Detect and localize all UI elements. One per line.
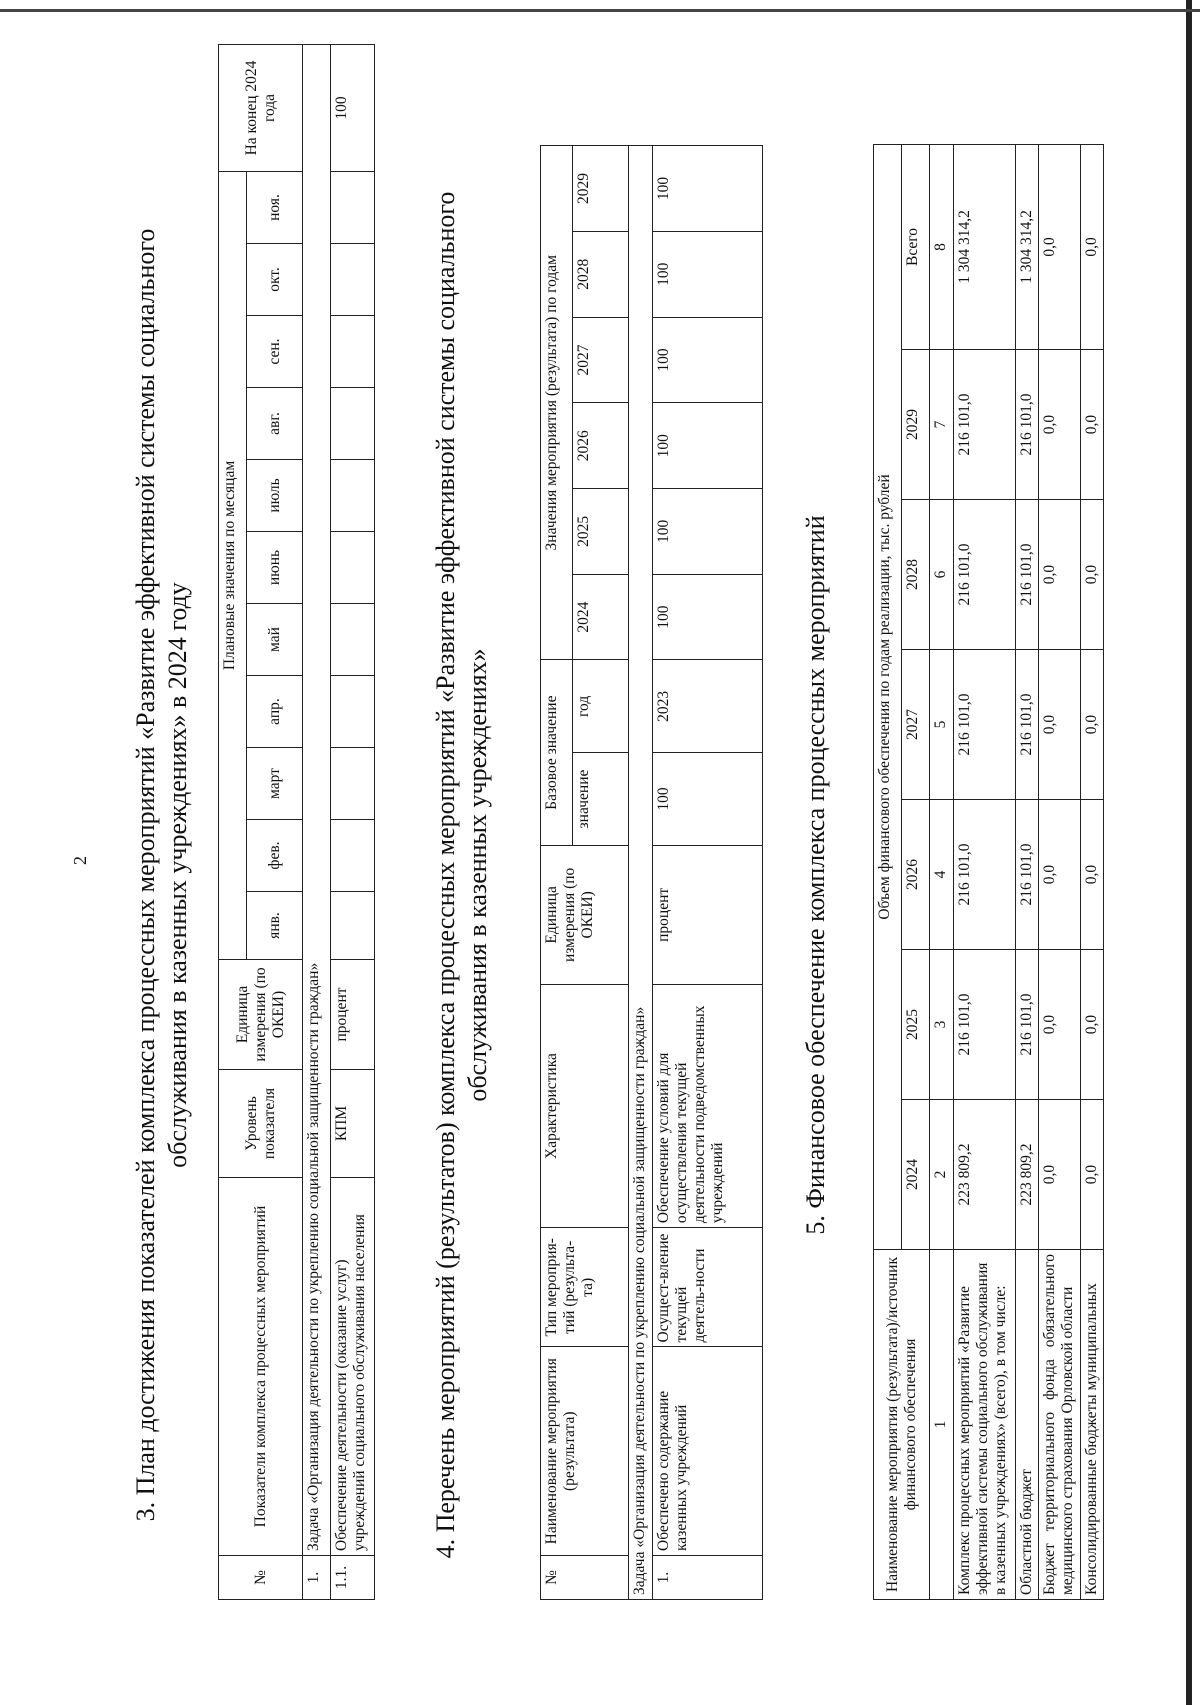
- s5-row-value: 0,0: [1081, 500, 1104, 650]
- s3-month: сен.: [247, 316, 303, 388]
- s5-row-value: 216 101,0: [954, 350, 1016, 500]
- section3-table: [218, 44, 375, 1600]
- s4-row-num: 1.: [653, 1555, 763, 1599]
- s4-header-characteristic: Характеристика: [541, 984, 629, 1227]
- s4-row-type: Осущест-вление текущей деятель-ности: [653, 1228, 763, 1347]
- s4-header-base-year: год: [573, 660, 629, 753]
- s4-year: 2026: [573, 403, 629, 489]
- s5-row-value: 0,0: [1039, 650, 1081, 800]
- s4-task: Задача «Организация деятельности по укреплению социальной защищенности граждан»: [629, 146, 653, 1600]
- s5-row-value: 0,0: [1039, 950, 1081, 1100]
- s5-header-volume: Объем финансового обеспечения по годам реализации, тыс. рублей: [874, 144, 902, 1249]
- s5-row-value: 216 101,0: [1016, 800, 1039, 950]
- s3-row-level: КПМ: [331, 1070, 375, 1178]
- s5-row-value: 216 101,0: [1016, 350, 1039, 500]
- s3-header-unit: Единица измерения (по ОКЕИ): [219, 960, 303, 1070]
- table-row: [629, 146, 653, 1600]
- s4-header-num: №: [541, 1555, 629, 1599]
- s3-month: окт.: [247, 244, 303, 316]
- s5-year: 2027: [902, 650, 930, 800]
- s5-row-total: 0,0: [1081, 144, 1104, 349]
- page-number: 2: [70, 856, 90, 865]
- s4-header-values: Значения мероприятия (результата) по годам: [541, 146, 573, 661]
- s5-row-value: 216 101,0: [954, 800, 1016, 950]
- s3-row-unit: процент: [331, 960, 375, 1070]
- s5-year: 2029: [902, 350, 930, 500]
- s3-row-year-end: 100: [331, 45, 375, 172]
- s5-col-number: 6: [930, 500, 954, 650]
- s4-row-value: 100: [653, 403, 763, 489]
- section3-title-line1: 3. План достижения показателей комплекса процессных мероприятий «Развитие эффективной системы социального: [131, 228, 160, 1522]
- s4-header-unit: Единица измерения (по ОКЕИ): [541, 845, 629, 984]
- s3-header-num: №: [219, 1556, 303, 1600]
- s5-year: 2024: [902, 1100, 930, 1250]
- s3-month: апр.: [247, 676, 303, 748]
- s5-year: 2025: [902, 950, 930, 1100]
- table-row: [1016, 144, 1039, 1599]
- s5-col-number: 8: [930, 144, 954, 349]
- table-row: [331, 45, 375, 1600]
- s3-task-num: 1.: [303, 1556, 331, 1600]
- s3-month: фев.: [247, 820, 303, 892]
- s5-row-value: 0,0: [1039, 1100, 1081, 1250]
- s4-header-name: Наименование мероприятия (результата): [541, 1347, 629, 1556]
- s5-row-value: 0,0: [1081, 800, 1104, 950]
- s5-col-number: 7: [930, 350, 954, 500]
- s3-header-year-end: На конец 2024 года: [219, 45, 303, 172]
- table-row: [930, 144, 954, 1599]
- s5-col-number: 4: [930, 800, 954, 950]
- s5-row-value: 216 101,0: [954, 950, 1016, 1100]
- s4-year: 2029: [573, 146, 629, 232]
- s5-row-value: 0,0: [1081, 650, 1104, 800]
- section5-title: 5. Финансовое обеспечение комплекса процессных мероприятий: [801, 515, 830, 1235]
- s4-header-base-value: значение: [573, 753, 629, 846]
- section4-table: [540, 145, 763, 1600]
- s4-row-value: 100: [653, 489, 763, 575]
- s5-row-value: 216 101,0: [954, 650, 1016, 800]
- s5-row-value: 0,0: [1039, 500, 1081, 650]
- s4-year: 2025: [573, 489, 629, 575]
- section5-table: [873, 144, 1104, 1600]
- s5-col-number: 2: [930, 1100, 954, 1250]
- s5-row-value: 0,0: [1081, 950, 1104, 1100]
- s5-col-number: 3: [930, 950, 954, 1100]
- s5-row-total: 1 304 314,2: [1016, 144, 1039, 349]
- s5-header-name: Наименование мероприятия (результата)/источник финансового обеспечения: [874, 1250, 930, 1600]
- s5-row-value: 223 809,2: [1016, 1100, 1039, 1250]
- s4-header-base: Базовое значение: [541, 660, 573, 845]
- table-row: [303, 45, 331, 1600]
- s5-row-value: 0,0: [1081, 350, 1104, 500]
- section3-title-line2: обслуживания в казенных учреждениях» в 2024 году: [163, 582, 192, 1168]
- s3-header-level: Уровень показателя: [219, 1070, 303, 1178]
- s5-row-value: 216 101,0: [954, 500, 1016, 650]
- scan-edge-left: [1186, 0, 1192, 1705]
- section4-title-line1: 4. Перечень мероприятий (результатов) комплекса процессных мероприятий «Развитие эффективной системы социального: [431, 191, 460, 1559]
- s3-header-planned: Плановые значения по месяцам: [219, 172, 247, 960]
- s5-year: 2026: [902, 800, 930, 950]
- s4-header-type: Тип мероприя-тий (результа-та): [541, 1228, 629, 1347]
- s5-row-value: 223 809,2: [954, 1100, 1016, 1250]
- s5-year-total: Всего: [902, 144, 930, 349]
- s4-row-name: Обеспечено содержание казенных учреждений: [653, 1347, 763, 1556]
- s3-month: июнь: [247, 532, 303, 604]
- table-row: [1039, 144, 1081, 1599]
- s5-row-value: 216 101,0: [1016, 650, 1039, 800]
- s4-row-base-value: 100: [653, 753, 763, 846]
- s3-month: июль: [247, 460, 303, 532]
- s5-row-value: 216 101,0: [1016, 950, 1039, 1100]
- s3-row-name: Обеспечение деятельности (оказание услуг) учреждений социального обслуживания населения: [331, 1178, 375, 1556]
- s4-row-value: 100: [653, 231, 763, 317]
- s4-year: 2027: [573, 317, 629, 403]
- section4-title: [430, 65, 494, 1685]
- s4-row-value: 100: [653, 317, 763, 403]
- s3-row-num: 1.1.: [331, 1556, 375, 1600]
- s3-month: авг.: [247, 388, 303, 460]
- s3-task: Задача «Организация деятельности по укреплению социальной защищенности граждан»: [303, 45, 331, 1556]
- s3-month: ноя.: [247, 172, 303, 244]
- s5-row-name: Бюджет территориального фонда обязательного медицинского страхования Орловской области: [1039, 1250, 1081, 1600]
- s4-row-value: 100: [653, 146, 763, 232]
- table-row: [1081, 144, 1104, 1599]
- s5-col-number: 5: [930, 650, 954, 800]
- s5-row-total: 0,0: [1039, 144, 1081, 349]
- s4-row-base-year: 2023: [653, 660, 763, 753]
- s4-year: 2024: [573, 574, 629, 660]
- s4-row-value: 100: [653, 574, 763, 660]
- s5-row-name: Консолидированные бюджеты муниципальных: [1081, 1250, 1104, 1600]
- s4-row-characteristic: Обеспечение условий для осуществления текущей деятельности подведомственных учреждений: [653, 984, 763, 1227]
- table-row: [954, 144, 1016, 1599]
- s5-col-number: 1: [930, 1250, 954, 1600]
- s5-row-name: Областной бюджет: [1016, 1250, 1039, 1600]
- table-row: [653, 146, 763, 1600]
- s5-row-total: 1 304 314,2: [954, 144, 1016, 349]
- s5-row-value: 0,0: [1039, 350, 1081, 500]
- s5-row-value: 0,0: [1081, 1100, 1104, 1250]
- s4-row-unit: процент: [653, 845, 763, 984]
- s5-row-name: Комплекс процессных мероприятий «Развитие эффективной системы социального обслуживания в казенных учреждениях» (всего), в том числе:: [954, 1250, 1016, 1600]
- s3-month: янв.: [247, 892, 303, 960]
- s3-header-indicators: Показатели комплекса процессных мероприятий: [219, 1178, 303, 1556]
- s3-month: март: [247, 748, 303, 820]
- s3-month: май: [247, 604, 303, 676]
- s5-year: 2028: [902, 500, 930, 650]
- s4-year: 2028: [573, 231, 629, 317]
- section3-title: [130, 65, 194, 1685]
- scan-edge-top: [0, 9, 1200, 12]
- s5-row-value: 216 101,0: [1016, 500, 1039, 650]
- s5-row-value: 0,0: [1039, 800, 1081, 950]
- section4-title-line2: обслуживания в казенных учреждениях»: [463, 648, 492, 1102]
